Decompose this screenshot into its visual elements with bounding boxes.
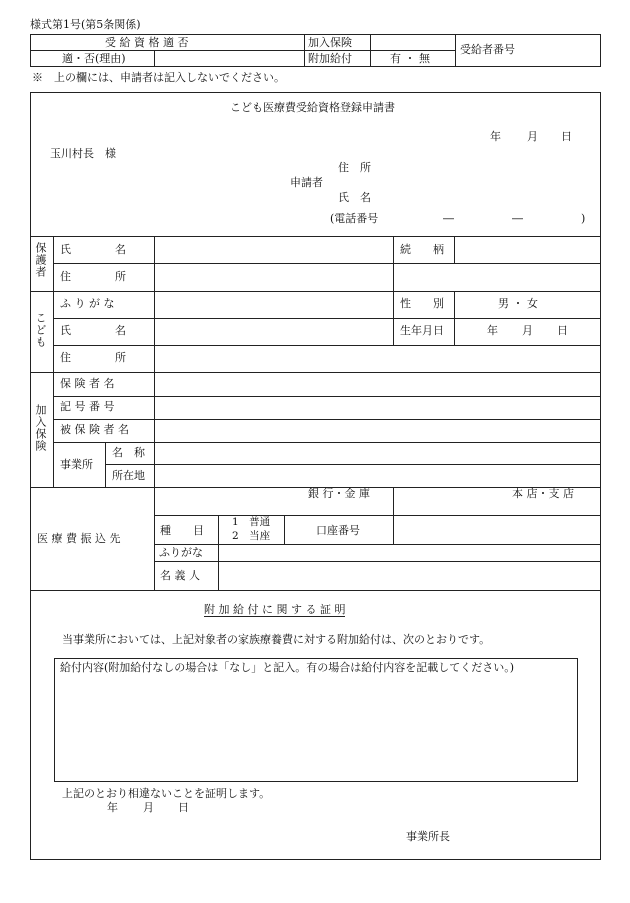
child-gender-value: 男 ・ 女 xyxy=(498,297,538,310)
additional-benefit-value: 有 ・ 無 xyxy=(390,52,430,65)
application-date-day: 日 xyxy=(561,130,572,143)
phone-dash-1: ― xyxy=(443,212,454,225)
certificate-date-day: 日 xyxy=(178,801,189,814)
account-type-label: 種 目 xyxy=(160,524,204,537)
phone-label: (電話番号 xyxy=(330,212,379,225)
child-birthdate-label: 生年月日 xyxy=(400,324,444,337)
certificate-date-year: 年 xyxy=(107,801,118,814)
form-number: 様式第1号(第5条関係) xyxy=(30,18,141,31)
bank-furigana-label: ふりがな xyxy=(159,546,203,559)
recipient-number-label: 受給者番号 xyxy=(460,43,515,56)
applicant-label: 申請者 xyxy=(290,176,323,189)
child-furigana-label: ふ り が な xyxy=(60,297,115,310)
applicant-address-label: 住 所 xyxy=(338,161,371,174)
account-type-option-2: 2 当座 xyxy=(232,530,271,542)
benefit-content-box xyxy=(54,658,578,782)
insurance-section-label: 加入保険 xyxy=(34,404,47,452)
child-gender-label: 性 別 xyxy=(400,297,444,310)
certificate-signer: 事業所長 xyxy=(406,830,450,843)
child-birth-year: 年 xyxy=(487,324,498,337)
eligibility-header: 受 給 資 格 適 否 xyxy=(105,36,189,49)
child-name-label: 氏 名 xyxy=(60,324,126,337)
guardian-relationship-label: 続 柄 xyxy=(400,243,444,256)
guardian-section-label: 保護者 xyxy=(34,242,47,278)
certificate-confirm: 上記のとおり相違ないことを証明します。 xyxy=(62,787,271,800)
applicant-name-label: 氏 名 xyxy=(338,191,371,204)
workplace-label: 事業所 xyxy=(60,458,93,471)
application-date-year: 年 xyxy=(490,130,501,143)
bank-label: 銀 行・金 庫 xyxy=(308,487,370,500)
account-type-option-1: 1 普通 xyxy=(232,516,271,528)
child-birth-month: 月 xyxy=(522,324,533,337)
phone-dash-2: ― xyxy=(512,212,523,225)
guardian-address-label: 住 所 xyxy=(60,270,126,283)
workplace-location-label: 所在地 xyxy=(112,469,145,482)
form-title: こども医療費受給資格登録申請書 xyxy=(230,101,395,114)
addressee: 玉川村長 様 xyxy=(50,147,116,160)
bank-section-label: 医 療 費 振 込 先 xyxy=(37,532,121,545)
child-section-label: こども xyxy=(34,312,47,348)
child-address-label: 住 所 xyxy=(60,351,126,364)
additional-benefit-label: 附加給付 xyxy=(308,52,352,65)
workplace-name-label: 名 称 xyxy=(112,446,145,459)
phone-close: ) xyxy=(581,212,586,225)
benefit-content-label: 給付内容(附加給付なしの場合は「なし」と記入。有の場合は給付内容を記載してください。) xyxy=(60,661,515,674)
certificate-statement: 当事業所においては、上記対象者の家族療養費に対する附加給付は、次のとおりです。 xyxy=(62,633,491,646)
insured-name-label: 被 保 険 者 名 xyxy=(60,423,129,436)
insurer-name-label: 保 険 者 名 xyxy=(60,377,115,390)
account-number-label: 口座番号 xyxy=(316,524,360,537)
branch-label: 本 店・支 店 xyxy=(512,487,574,500)
approval-label: 適・否(理由) xyxy=(62,52,126,65)
certificate-title: 附 加 給 付 に 関 す る 証 明 xyxy=(204,603,346,616)
account-holder-label: 名 義 人 xyxy=(160,569,200,582)
child-birth-day: 日 xyxy=(557,324,568,337)
office-use-note: ※ 上の欄には、申請者は記入しないでください。 xyxy=(32,71,285,84)
guardian-name-label: 氏 名 xyxy=(60,243,126,256)
insurance-label: 加入保険 xyxy=(308,36,352,49)
certificate-date-month: 月 xyxy=(143,801,154,814)
application-date-month: 月 xyxy=(527,130,538,143)
symbol-number-label: 記 号 番 号 xyxy=(60,400,115,413)
